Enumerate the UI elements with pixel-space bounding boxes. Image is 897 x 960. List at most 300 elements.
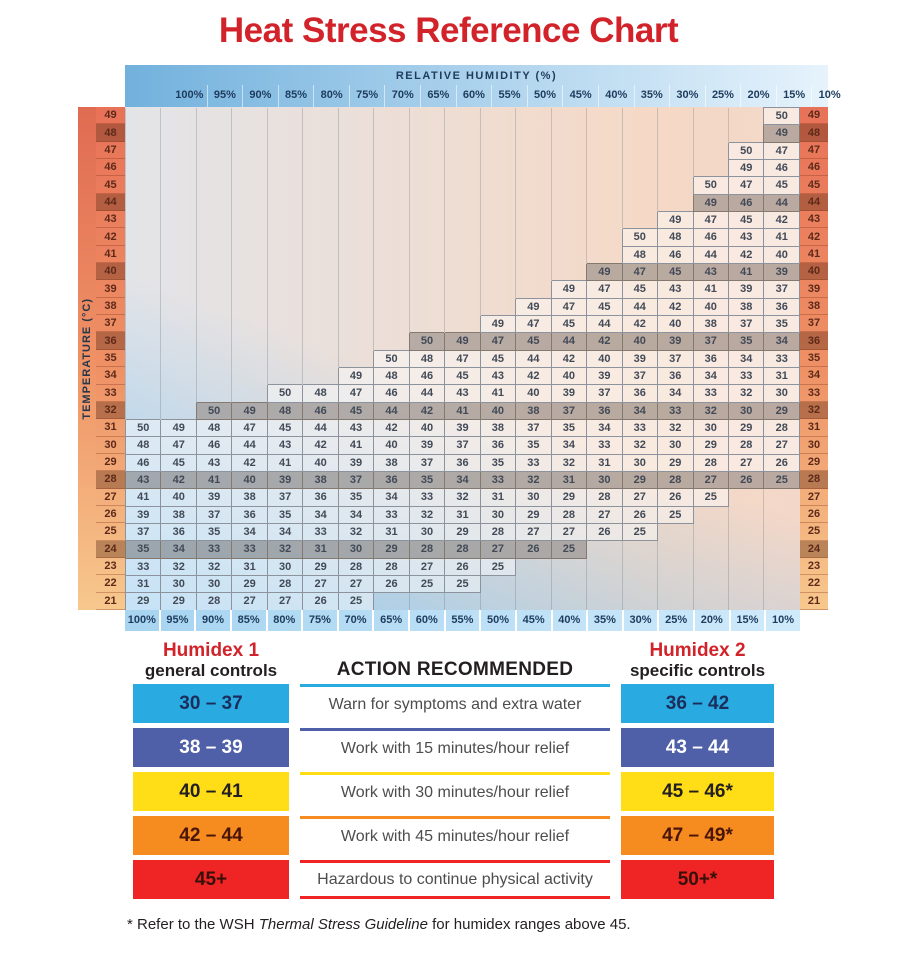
humidex-cell <box>480 125 515 142</box>
humidex-cell: 42 <box>374 419 409 436</box>
humidex-cell <box>374 298 409 315</box>
humidex-cell: 48 <box>658 229 693 246</box>
humidex-cell <box>232 211 267 228</box>
humidex-cell: 44 <box>551 333 586 350</box>
humidex-cell: 35 <box>126 541 161 558</box>
humidex-cell: 50 <box>126 419 161 436</box>
humidex-cell: 42 <box>161 471 196 488</box>
humidity-header-cell: 50% <box>479 610 515 631</box>
humidex2-subtitle: specific controls <box>629 661 766 680</box>
humidex-cell: 30 <box>764 385 800 402</box>
action-rows <box>300 684 610 904</box>
humidity-header-cell: 45% <box>562 85 598 107</box>
humidex-cell: 40 <box>693 298 728 315</box>
humidex-cell <box>516 575 551 592</box>
humidex-cell <box>445 593 480 610</box>
humidex-cell <box>161 159 196 176</box>
humidex-cell: 45 <box>764 177 800 194</box>
humidex-cell: 46 <box>764 159 800 176</box>
humidity-header-cell: 30% <box>669 85 705 107</box>
humidex-cell: 27 <box>409 558 444 575</box>
humidex-cell: 37 <box>338 471 373 488</box>
temperature-label: 41 <box>96 246 125 263</box>
temperature-label: 31 <box>800 419 828 436</box>
humidex-cell: 36 <box>232 506 267 523</box>
humidex-cell: 33 <box>764 350 800 367</box>
humidex-cell: 34 <box>374 489 409 506</box>
humidity-header-cell: 95% <box>159 610 195 631</box>
humidex-cell: 44 <box>303 419 338 436</box>
humidex-cell: 39 <box>551 385 586 402</box>
table-row <box>126 454 800 471</box>
temperature-label: 37 <box>96 315 125 332</box>
humidex-cell: 36 <box>693 350 728 367</box>
temperature-label: 36 <box>96 332 125 349</box>
humidex-cell: 39 <box>196 489 231 506</box>
humidex-cell <box>267 177 302 194</box>
table-row <box>126 350 800 367</box>
humidex-cell: 25 <box>551 541 586 558</box>
humidex-cell: 34 <box>587 419 622 436</box>
humidex-cell: 44 <box>516 350 551 367</box>
humidex-cell <box>303 367 338 384</box>
humidex-cell: 31 <box>587 454 622 471</box>
humidex-cell: 32 <box>267 541 302 558</box>
humidex-cell <box>764 523 800 540</box>
humidex-cell: 43 <box>480 367 515 384</box>
humidity-header-cell: 70% <box>384 85 420 107</box>
humidex-cell: 34 <box>445 471 480 488</box>
humidex-cell <box>374 194 409 211</box>
humidex-cell <box>728 506 763 523</box>
humidex-cell <box>196 159 231 176</box>
humidex-cell <box>622 142 657 159</box>
humidex-cell <box>658 194 693 211</box>
humidex-cell: 41 <box>338 437 373 454</box>
temperature-label: 36 <box>800 332 828 349</box>
humidex-cell: 48 <box>409 350 444 367</box>
humidity-header-cell: 75% <box>301 610 337 631</box>
humidex-cell: 32 <box>622 437 657 454</box>
humidex-cell: 34 <box>658 385 693 402</box>
humidity-header-cell: 90% <box>194 610 230 631</box>
humidex-cell <box>658 541 693 558</box>
humidex-cell: 32 <box>516 471 551 488</box>
table-row <box>126 125 800 142</box>
humidex-cell: 29 <box>126 593 161 610</box>
humidex-cell: 46 <box>126 454 161 471</box>
humidex-cell <box>587 125 622 142</box>
temperature-label: 47 <box>96 142 125 159</box>
humidex-cell: 27 <box>551 523 586 540</box>
humidex-cell <box>267 142 302 159</box>
humidex-cell: 26 <box>587 523 622 540</box>
humidex-cell <box>161 298 196 315</box>
humidex-cell <box>161 367 196 384</box>
humidex-cell: 42 <box>764 211 800 228</box>
humidex-cell: 44 <box>587 315 622 332</box>
humidex-cell: 29 <box>622 471 657 488</box>
humidex-cell <box>232 194 267 211</box>
humidex-cell: 28 <box>374 558 409 575</box>
humidex-cell: 35 <box>338 489 373 506</box>
humidex-cell <box>267 246 302 263</box>
humidex-cell: 26 <box>303 593 338 610</box>
humidity-header-band <box>125 65 841 107</box>
humidex-cell: 25 <box>764 471 800 488</box>
humidex-cell: 41 <box>126 489 161 506</box>
table-row <box>126 315 800 332</box>
humidex-cell: 27 <box>480 541 515 558</box>
temperature-label: 27 <box>96 489 125 506</box>
humidex-cell <box>161 315 196 332</box>
humidex-cell: 42 <box>551 350 586 367</box>
table-row <box>126 194 800 211</box>
table-row <box>126 402 800 419</box>
humidex-cell <box>587 246 622 263</box>
humidex-cell: 28 <box>587 489 622 506</box>
humidex-cell: 45 <box>480 350 515 367</box>
humidex-cell: 35 <box>480 454 515 471</box>
humidex-cell: 31 <box>374 523 409 540</box>
humidex-cell: 27 <box>693 471 728 488</box>
humidex-cell: 37 <box>622 367 657 384</box>
humidex2-title: Humidex 2 <box>649 640 746 661</box>
humidex-cell: 37 <box>587 385 622 402</box>
heat-stress-chart <box>78 65 841 631</box>
humidex-cell <box>374 333 409 350</box>
humidex-cell: 37 <box>445 437 480 454</box>
humidex-cell: 33 <box>622 419 657 436</box>
humidex-cell <box>161 108 196 125</box>
humidex-cell <box>232 142 267 159</box>
humidex-cell: 30 <box>196 575 231 592</box>
humidex-cell: 46 <box>374 385 409 402</box>
humidex-cell <box>551 177 586 194</box>
humidex-cell <box>658 523 693 540</box>
humidex-cell <box>374 593 409 610</box>
humidex-cell: 50 <box>267 385 302 402</box>
temperature-label: 23 <box>96 558 125 575</box>
humidity-header-cell: 100% <box>127 614 156 626</box>
humidex-cell: 39 <box>587 367 622 384</box>
humidex-cell <box>409 246 444 263</box>
humidex-cell <box>126 229 161 246</box>
humidex-cell <box>303 125 338 142</box>
humidex-cell: 43 <box>728 229 763 246</box>
humidex-cell <box>516 558 551 575</box>
humidex-cell: 29 <box>658 454 693 471</box>
humidex-cell: 40 <box>516 385 551 402</box>
humidex-cell <box>196 246 231 263</box>
humidex-cell: 31 <box>480 489 515 506</box>
humidex-cell <box>658 558 693 575</box>
humidex-cell: 40 <box>551 367 586 384</box>
humidity-header-cell: 70% <box>337 610 373 631</box>
footnote <box>127 916 631 933</box>
humidex-cell <box>516 229 551 246</box>
temperature-label: 48 <box>800 124 828 141</box>
humidex-cell <box>587 211 622 228</box>
humidex-cell <box>374 315 409 332</box>
humidex-cell: 29 <box>764 402 800 419</box>
humidex-cell: 34 <box>303 506 338 523</box>
humidex-cell <box>196 211 231 228</box>
humidity-header-cell: 90% <box>242 85 278 107</box>
humidity-header-cell: 75% <box>349 85 385 107</box>
temperature-labels-left <box>96 107 125 610</box>
humidex-cell: 27 <box>516 523 551 540</box>
humidex-cell: 37 <box>126 523 161 540</box>
humidity-header-cell: 35% <box>586 610 622 631</box>
humidex-cell <box>516 108 551 125</box>
humidex-cell: 47 <box>728 177 763 194</box>
humidity-header-cell: 30% <box>622 610 658 631</box>
humidex-cell <box>126 159 161 176</box>
action-header <box>300 640 610 681</box>
humidex-cell: 44 <box>374 402 409 419</box>
humidex-cell: 33 <box>480 471 515 488</box>
humidex-cell: 38 <box>728 298 763 315</box>
humidex-cell: 41 <box>728 263 763 280</box>
humidex-cell <box>445 229 480 246</box>
humidex-cell <box>126 402 161 419</box>
humidex-cell <box>126 246 161 263</box>
humidex-cell <box>693 558 728 575</box>
humidex-cell: 50 <box>764 108 800 125</box>
humidex-cell: 40 <box>374 437 409 454</box>
humidex-cell <box>551 558 586 575</box>
temperature-label: 46 <box>800 159 828 176</box>
humidex-cell <box>196 367 231 384</box>
humidex-cell <box>267 350 302 367</box>
humidex-cell <box>161 402 196 419</box>
humidex-cell <box>445 211 480 228</box>
humidex-cell: 26 <box>658 489 693 506</box>
humidex-cell <box>232 315 267 332</box>
humidex-cell: 39 <box>658 333 693 350</box>
humidex-cell <box>161 125 196 142</box>
humidex-cell <box>409 211 444 228</box>
humidex-cell <box>126 281 161 298</box>
humidex-cell <box>480 263 515 280</box>
humidex-cell <box>196 142 231 159</box>
humidex-cell <box>374 246 409 263</box>
humidex-cell <box>232 298 267 315</box>
humidex-cell: 28 <box>480 523 515 540</box>
humidex-cell: 34 <box>161 541 196 558</box>
humidex-cell: 38 <box>480 419 515 436</box>
temperature-label: 22 <box>800 575 828 592</box>
humidex-cell: 34 <box>728 350 763 367</box>
humidex-cell: 32 <box>551 454 586 471</box>
humidex-cell <box>693 523 728 540</box>
humidex-cell <box>658 593 693 610</box>
humidity-header-cell: 40% <box>551 610 587 631</box>
temperature-label: 24 <box>800 541 828 558</box>
humidex-cell: 29 <box>445 523 480 540</box>
humidex-cell <box>374 229 409 246</box>
temperature-label: 33 <box>800 385 828 402</box>
humidex-cell <box>303 246 338 263</box>
temperature-label: 35 <box>96 350 125 367</box>
humidex-cell: 41 <box>480 385 515 402</box>
humidex-cell <box>551 246 586 263</box>
humidex-cell: 25 <box>409 575 444 592</box>
humidex-cell <box>658 142 693 159</box>
humidex-cell: 25 <box>338 593 373 610</box>
table-row <box>126 593 800 610</box>
humidity-header-cell: 25% <box>657 610 693 631</box>
table-row <box>126 489 800 506</box>
humidex-cell <box>338 333 373 350</box>
humidex-cell <box>587 229 622 246</box>
humidex-cell: 30 <box>693 419 728 436</box>
humidex-cell <box>232 229 267 246</box>
humidex-cell <box>267 125 302 142</box>
humidex-cell <box>338 125 373 142</box>
humidex-cell: 29 <box>728 419 763 436</box>
humidex-cell: 34 <box>267 523 302 540</box>
humidex-cell: 43 <box>338 419 373 436</box>
humidex-cell: 45 <box>551 315 586 332</box>
humidex-cell: 32 <box>658 419 693 436</box>
temperature-label: 48 <box>96 124 125 141</box>
humidex2-range-box: 43 – 44 <box>621 728 774 767</box>
humidex-cell <box>267 211 302 228</box>
humidex-cell <box>551 108 586 125</box>
humidex-cell: 27 <box>267 593 302 610</box>
humidex-cell <box>587 558 622 575</box>
humidex-cell: 45 <box>728 211 763 228</box>
humidex-cell <box>161 281 196 298</box>
humidex-cell <box>480 142 515 159</box>
table-row <box>126 471 800 488</box>
humidex-cell <box>693 593 728 610</box>
temperature-label: 47 <box>800 142 828 159</box>
action-box: Hazardous to continue physical activity <box>300 860 610 899</box>
humidex-cell <box>622 125 657 142</box>
humidex-cell: 38 <box>693 315 728 332</box>
humidex-cell: 47 <box>764 142 800 159</box>
humidex-cell <box>267 194 302 211</box>
humidex-cell: 42 <box>409 402 444 419</box>
humidex-cell: 30 <box>622 454 657 471</box>
humidex-cell: 27 <box>587 506 622 523</box>
humidex-cell: 49 <box>587 263 622 280</box>
humidex-cell <box>516 246 551 263</box>
humidity-header-cell: 40% <box>598 85 634 107</box>
humidex-cell <box>161 177 196 194</box>
humidex-cell <box>126 385 161 402</box>
humidex-cell: 36 <box>587 402 622 419</box>
humidity-header-cell: 65% <box>372 610 408 631</box>
action-box: Work with 15 minutes/hour relief <box>300 728 610 767</box>
humidex-cell <box>161 350 196 367</box>
humidex-cell <box>374 125 409 142</box>
humidex-cell <box>445 159 480 176</box>
humidex-cell <box>764 506 800 523</box>
humidex-cell: 47 <box>480 333 515 350</box>
humidex-cell <box>587 575 622 592</box>
humidex-cell: 47 <box>338 385 373 402</box>
humidex-cell <box>480 211 515 228</box>
humidex-cell: 32 <box>409 506 444 523</box>
humidex-cell: 45 <box>587 298 622 315</box>
humidity-header-cell: 15% <box>729 610 765 631</box>
humidex-cell <box>622 194 657 211</box>
humidex-cell: 37 <box>728 315 763 332</box>
humidex-cell: 44 <box>409 385 444 402</box>
humidex-cell <box>338 298 373 315</box>
humidex-cell: 49 <box>728 159 763 176</box>
humidex1-range-box: 38 – 39 <box>133 728 289 767</box>
humidex-cell <box>516 211 551 228</box>
humidex-cell <box>303 108 338 125</box>
humidex-cell <box>303 281 338 298</box>
humidex-cell <box>409 281 444 298</box>
humidex-cell: 43 <box>693 263 728 280</box>
humidex-cell <box>409 263 444 280</box>
humidex-cell: 46 <box>693 229 728 246</box>
humidex-cell <box>267 367 302 384</box>
humidex-cell <box>728 575 763 592</box>
humidex-cell <box>126 315 161 332</box>
humidex-cell: 25 <box>658 506 693 523</box>
humidex-cell <box>693 142 728 159</box>
humidity-header-cell: 55% <box>444 610 480 631</box>
humidex-cell: 26 <box>764 454 800 471</box>
humidex-cell <box>338 211 373 228</box>
humidex-cell: 26 <box>374 575 409 592</box>
humidex-cell <box>409 108 444 125</box>
humidex-cell: 29 <box>232 575 267 592</box>
humidex-cell: 31 <box>445 506 480 523</box>
humidex-cell: 46 <box>409 367 444 384</box>
temperature-label: 40 <box>96 263 125 280</box>
humidex-cell: 39 <box>622 350 657 367</box>
humidex-cell <box>232 246 267 263</box>
humidex-cell <box>196 263 231 280</box>
temperature-label: 23 <box>800 558 828 575</box>
humidex-cell <box>480 575 515 592</box>
humidex-cell: 27 <box>728 454 763 471</box>
humidex-cell: 37 <box>764 281 800 298</box>
humidex-cell <box>693 575 728 592</box>
humidex-cell <box>232 263 267 280</box>
humidex-cell: 40 <box>622 333 657 350</box>
humidex-cell <box>232 350 267 367</box>
temperature-label: 30 <box>96 437 125 454</box>
table-row <box>126 558 800 575</box>
humidex-cell: 28 <box>445 541 480 558</box>
humidex-cell <box>587 108 622 125</box>
humidex-cell: 44 <box>764 194 800 211</box>
humidex-cell: 47 <box>232 419 267 436</box>
humidex-cell <box>409 194 444 211</box>
humidex-cell: 36 <box>480 437 515 454</box>
humidex-cell: 40 <box>303 454 338 471</box>
humidex-cell: 35 <box>728 333 763 350</box>
humidex-cell <box>196 350 231 367</box>
humidex-cell <box>480 593 515 610</box>
humidex-cell <box>587 177 622 194</box>
table-row <box>126 142 800 159</box>
humidex-cell: 38 <box>516 402 551 419</box>
humidex-cell <box>126 367 161 384</box>
humidex-cell <box>658 575 693 592</box>
humidex-cell: 34 <box>622 402 657 419</box>
